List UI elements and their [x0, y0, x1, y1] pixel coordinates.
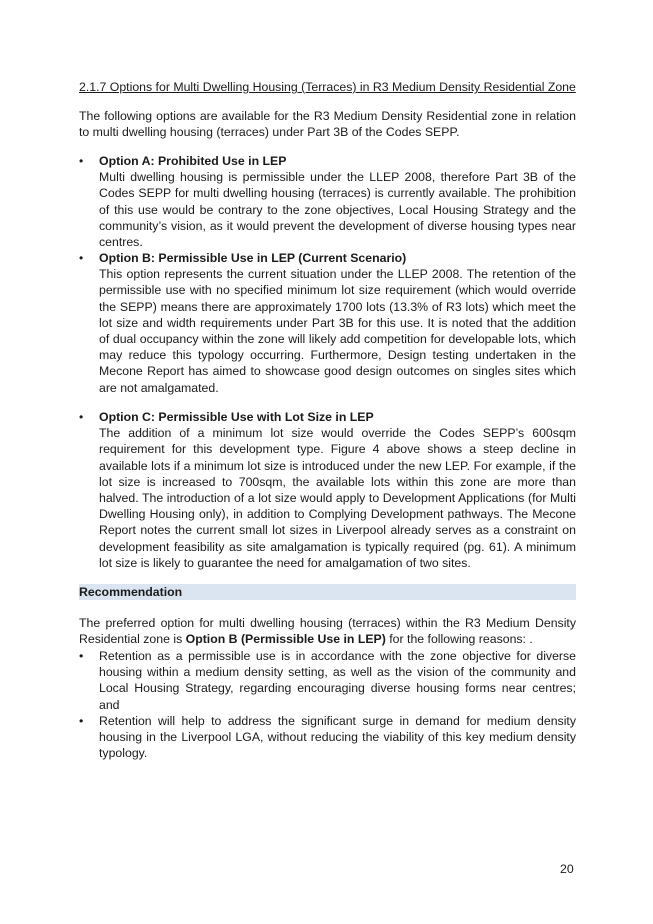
bullet-icon: •: [79, 649, 84, 663]
section-heading: 2.1.7 Options for Multi Dwelling Housing (Terraces) in R3 Medium Density Residential Zone: [79, 80, 576, 94]
recommendation-paragraph: [79, 615, 576, 647]
option-a-title: Option A: Prohibited Use in LEP: [99, 154, 287, 168]
reason-text: Retention will help to address the significant surge in demand for medium density housing in the Liverpool LGA, without reducing the viability of this key medium density typology.: [99, 713, 576, 761]
reason-text: Retention as a permissible use is in accordance with the zone objective for diverse housing within a medium density setting, as well as the vision of the community and Local Housing Strategy, regarding encouraging diverse housing forms near centres; and: [99, 649, 576, 712]
bullet-icon: •: [79, 251, 84, 265]
option-b-title: Option B: Permissible Use in LEP (Current Scenario): [99, 251, 407, 265]
recommendation-text-before: The preferred option for multi dwelling housing (terraces) within the R3 Medium Density Residential zone is: [79, 616, 576, 647]
option-c-title: Option C: Permissible Use with Lot Size in LEP: [99, 410, 374, 424]
bullet-icon: •: [79, 410, 84, 424]
option-b-body: This option represents the current situation under the LLEP 2008. The retention of the permissible use with no specified minimum lot size requirement (which would override the SEPP) means there are approximately 1700 lots (13.3% of R3 lots) which meet the lot size and width requirements under Part 3B for this use. It is noted that the addition of dual occupancy within the zone will likely add competition for developable lots, which may reduce this typology occurring. Furthermore, Design testing undertaken in the Mecone Report has aimed to showcase good design outcomes on singles sites which are not amalgamated.: [99, 267, 576, 395]
recommendation-text-after: for the following reasons: .: [385, 632, 533, 647]
intro-paragraph: The following options are available for the R3 Medium Density Residential zone in relation to multi dwelling housing (terraces) under Part 3B of the Codes SEPP.: [79, 109, 576, 140]
recommendation-option: Option B (Permissible Use in LEP): [185, 632, 386, 647]
bullet-icon: •: [79, 154, 84, 168]
reasons-list: [79, 648, 576, 761]
list-item: [79, 648, 576, 713]
list-item: [79, 713, 576, 762]
option-a-body: Multi dwelling housing is permissible under the LLEP 2008, therefore Part 3B of the Codes SEPP for multi dwelling housing (terraces) is currently available. The prohibition of this use would be contrary to the zone objectives, Local Housing Strategy and the community’s vision, as it would prevent the development of diverse housing types near centres.: [99, 170, 576, 250]
page-number: 20: [560, 862, 574, 876]
recommendation-heading-bar: [79, 584, 576, 600]
bullet-icon: •: [79, 713, 84, 728]
recommendation-heading: Recommendation: [79, 585, 183, 599]
option-c-body: The addition of a minimum lot size would override the Codes SEPP’s 600sqm requirement for this development type. Figure 4 above shows a steep decline in available lots if a minimum lot size is introduced under the new LEP. For example, if the lot size is increased to 700sqm, the available lots within this zone are more than halved. The introduction of a lot size would apply to Development Applications (for Multi Dwelling Housing only), in addition to Complying Development pathways. The Mecone Report notes the current small lot sizes in Liverpool already serves as a constraint on development feasibility as site amalgamation is typically required (pg. 61). A minimum lot size is likely to guarantee the need for amalgamation of two sites.: [99, 426, 576, 570]
